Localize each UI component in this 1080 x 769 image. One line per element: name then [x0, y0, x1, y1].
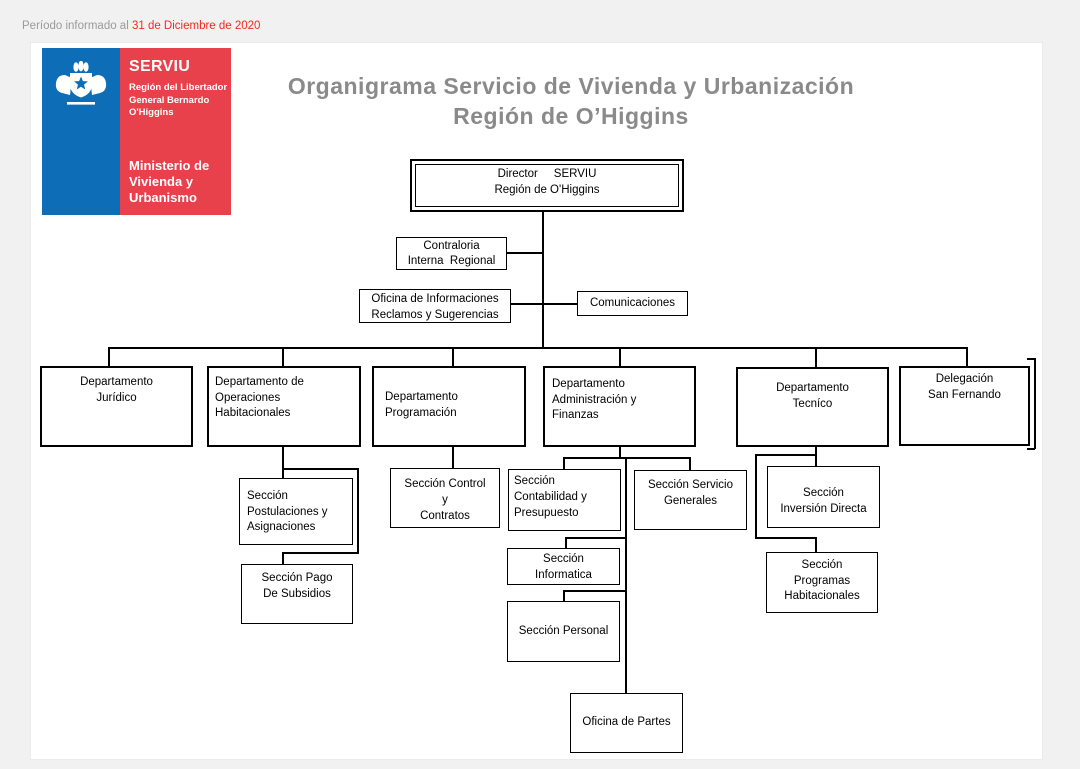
logo-region-text: Región del Libertador General Bernardo O'Higgins — [129, 82, 228, 118]
connector-line — [1027, 358, 1035, 360]
connector-line — [108, 347, 110, 366]
connector-line — [1027, 448, 1035, 450]
page-title-line1: Organigrama Servicio de Vivienda y Urbanización — [287, 73, 855, 99]
org-box-departamento-operaciones-habitacionales: Departamento de Operaciones Habitacionales — [207, 366, 361, 447]
period-label: Período informado al — [22, 20, 132, 32]
org-box-departamento-tecnico: Departamento Tecníco — [736, 367, 889, 447]
org-box-departamento-administracion-finanzas: Departamento Administración y Finanzas — [543, 366, 696, 447]
period-date: 31 de Diciembre de 2020 — [131, 20, 261, 32]
connector-line — [511, 303, 577, 305]
org-box-seccion-programas-habitacionales: Sección Programas Habitacionales — [766, 552, 878, 613]
chile-coat-of-arms-icon — [53, 61, 109, 107]
connector-line — [282, 552, 359, 554]
org-box-oficina-informaciones: Oficina de Informaciones Reclamos y Sugerencias — [359, 289, 511, 323]
connector-line — [563, 457, 565, 469]
org-box-oficina-de-partes: Oficina de Partes — [570, 693, 683, 753]
serviu-logo — [42, 48, 231, 215]
connector-line — [282, 468, 359, 470]
connector-line — [815, 454, 817, 466]
connector-line — [755, 454, 757, 539]
org-box-director: Director SERVIU Región de O'Higgins — [410, 159, 684, 212]
connector-line — [563, 457, 691, 459]
connector-line — [815, 347, 817, 367]
connector-line — [565, 537, 626, 539]
connector-line — [966, 347, 968, 366]
connector-line — [507, 252, 542, 254]
connector-line — [282, 347, 284, 366]
org-box-seccion-personal: Sección Personal — [507, 601, 620, 662]
connector-line — [563, 590, 626, 592]
connector-line — [542, 212, 544, 347]
connector-line — [689, 457, 691, 470]
connector-line — [619, 347, 621, 366]
connector-line — [755, 537, 817, 539]
org-box-seccion-control-contratos: Sección Control y Contratos — [390, 468, 500, 528]
org-box-seccion-contabilidad-presupuesto: Sección Contabilidad y Presupuesto — [508, 469, 621, 531]
connector-line — [282, 552, 284, 564]
connector-line — [1034, 358, 1036, 449]
page-title-line2: Región de O’Higgins — [453, 103, 689, 129]
logo-blue-pane — [42, 48, 120, 215]
org-box-comunicaciones: Comunicaciones — [577, 291, 688, 316]
connector-line — [815, 537, 817, 552]
connector-line — [563, 590, 565, 601]
page-title — [266, 71, 876, 131]
connector-line — [755, 454, 817, 456]
org-box-seccion-inversion-directa: Sección Inversión Directa — [767, 466, 880, 528]
connector-line — [625, 457, 627, 693]
org-box-seccion-informatica: Sección Informatica — [507, 548, 620, 585]
connector-line — [357, 468, 359, 554]
org-box-departamento-programacion: Departamento Programación — [372, 366, 526, 447]
connector-line — [282, 447, 284, 478]
connector-line — [452, 347, 454, 366]
org-box-contraloria-interna-regional: Contraloria Interna Regional — [396, 237, 507, 270]
connector-line — [452, 447, 454, 468]
connector-line — [108, 347, 968, 349]
logo-ministry-text: Ministerio de Vivienda y Urbanismo — [129, 158, 210, 205]
period-header — [22, 20, 260, 32]
logo-serviu-text: SERVIU — [129, 58, 191, 75]
org-box-seccion-postulaciones-asignaciones: Sección Postulaciones y Asignaciones — [239, 478, 353, 545]
org-box-seccion-servicio-generales: Sección Servicio Generales — [634, 470, 747, 530]
logo-red-pane — [120, 48, 231, 215]
org-box-departamento-juridico: Departamento Jurídico — [40, 366, 193, 447]
org-box-seccion-pago-subsidios: Sección Pago De Subsidios — [241, 564, 353, 624]
connector-line — [565, 537, 567, 548]
org-box-delegacion-san-fernando: Delegación San Fernando — [899, 366, 1030, 446]
